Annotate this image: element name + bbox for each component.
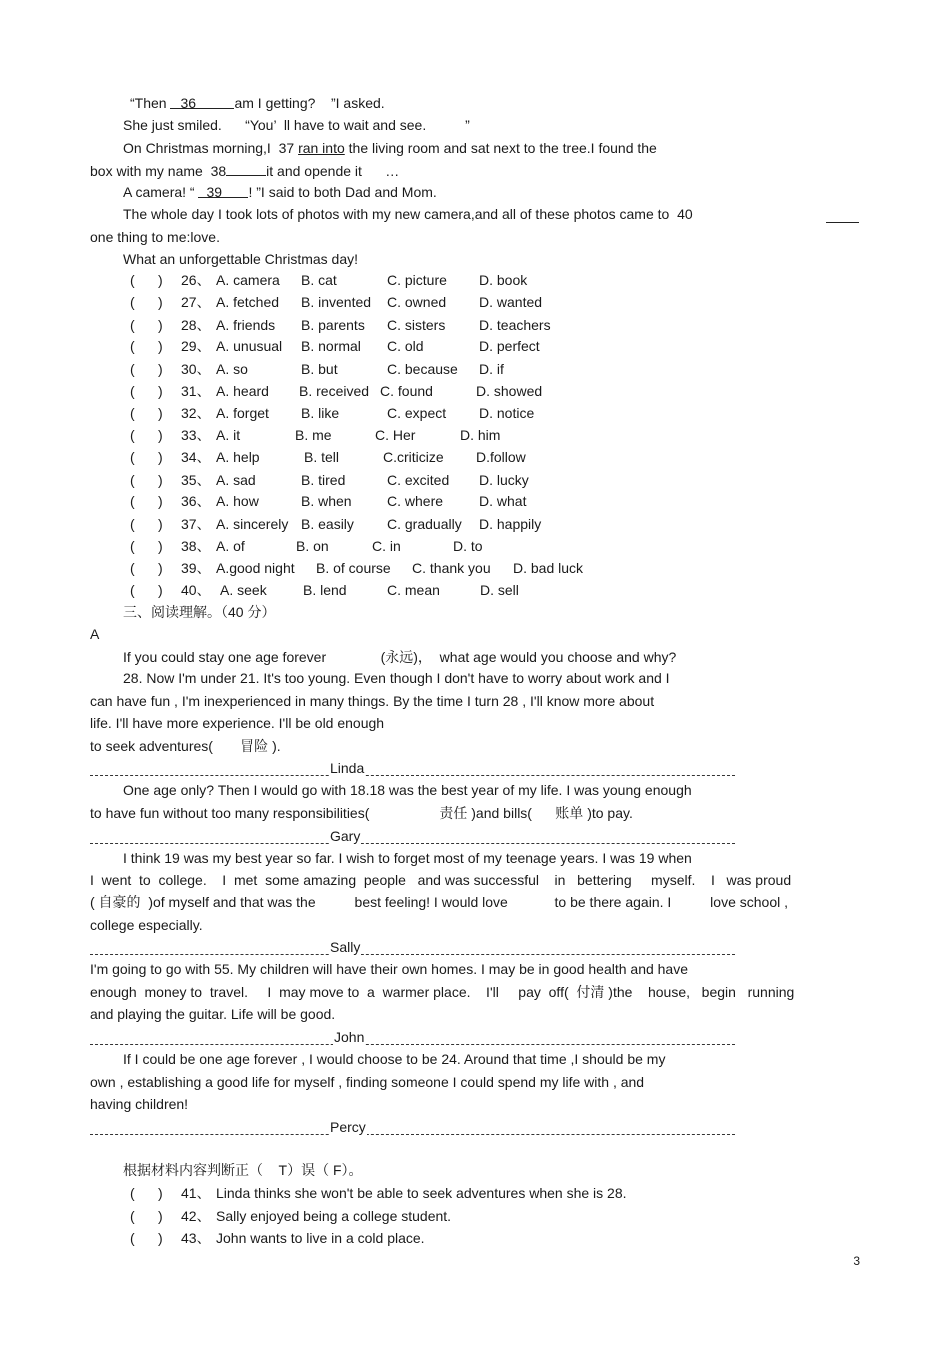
question-number: 43、 — [181, 1230, 211, 1246]
question-number: 27、 — [181, 294, 211, 310]
option-b: B. like — [301, 405, 340, 421]
option-b: B. when — [301, 493, 352, 509]
option-a: A. sad — [216, 472, 256, 488]
option-d: D. bad luck — [513, 560, 584, 576]
question-number: 34、 — [181, 449, 211, 465]
option-d: D. book — [479, 272, 528, 288]
reading-p2: to have fun without too many responsibilities( 责任 )and bills( 账单 )to pay. — [90, 805, 633, 821]
option-a: A. sincerely — [216, 516, 289, 532]
signature-gary: Gary — [330, 828, 361, 844]
option-b: B. of course — [316, 560, 391, 576]
reading-p3: ( 自豪的 )of myself and that was the best feeling! I would love to be there again. I love school , — [90, 894, 788, 910]
tf-instructions: 根据材料内容判断正（ T）误（ F）。 — [123, 1162, 363, 1178]
answer-paren: ( ) — [130, 272, 163, 288]
option-c: C. owned — [387, 294, 447, 310]
option-c: C.criticize — [383, 449, 444, 465]
option-b: B. parents — [301, 317, 365, 333]
option-d: D. him — [460, 427, 501, 443]
answer-paren: ( ) — [130, 560, 163, 576]
option-d: D. what — [479, 493, 527, 509]
reading-p3: I went to college. I met some amazing people and was successful in bettering myself. I was proud — [90, 872, 792, 888]
answer-paren: ( ) — [130, 361, 163, 377]
reading-p4: enough money to travel. I may move to a warmer place. I'll pay off( 付清 )the house, begin running — [90, 984, 795, 1000]
option-d: D.follow — [476, 449, 526, 465]
option-d: D. lucky — [479, 472, 529, 488]
part-label: A — [90, 626, 100, 642]
option-d: D. perfect — [479, 338, 540, 354]
reading-intro: If you could stay one age forever (永远)， what age would you choose and why? — [123, 649, 677, 665]
option-d: D. to — [453, 538, 483, 554]
answer-paren: ( ) — [130, 427, 163, 443]
question-number: 42、 — [181, 1208, 211, 1224]
answer-paren: ( ) — [130, 582, 163, 598]
option-a: A.good night — [216, 560, 295, 576]
story-line-5: A camera! “ 39 ! ”I said to both Dad and Mom. — [123, 184, 437, 200]
option-d: D. sell — [480, 582, 519, 598]
blank-40 — [826, 222, 859, 223]
question-number: 33、 — [181, 427, 211, 443]
option-d: D. teachers — [479, 317, 551, 333]
reading-p2: One age only? Then I would go with 18.18 was the best year of my life. I was young enough — [123, 782, 692, 798]
story-line-8: What an unforgettable Christmas day! — [123, 251, 359, 267]
option-b: B. lend — [303, 582, 347, 598]
answer-paren: ( ) — [130, 493, 163, 509]
question-number: 40、 — [181, 582, 211, 598]
story-line-1: “Then 36 am I getting? ”I asked. — [130, 95, 385, 111]
option-c: C. gradually — [387, 516, 462, 532]
option-d: D. if — [479, 361, 504, 377]
option-b: B. tell — [304, 449, 340, 465]
question-number: 30、 — [181, 361, 211, 377]
option-c: C. in — [372, 538, 401, 554]
reading-p3: I think 19 was my best year so far. I wish to forget most of my teenage years. I was 19 when — [123, 850, 692, 866]
option-a: A. unusual — [216, 338, 283, 354]
question-number: 41、 — [181, 1185, 211, 1201]
answer-paren: ( ) — [130, 1230, 163, 1246]
reading-p5: own , establishing a good life for myself , finding someone I could spend my life with , and — [90, 1074, 645, 1090]
story-line-4: box with my name 38 it and opende it … — [90, 163, 400, 179]
option-b: B. tired — [301, 472, 346, 488]
signature-percy: Percy — [330, 1119, 366, 1135]
question-number: 36、 — [181, 493, 211, 509]
option-b: B. invented — [301, 294, 372, 310]
option-c: C. where — [387, 493, 444, 509]
answer-paren: ( ) — [130, 405, 163, 421]
story-line-2: She just smiled. “You’ ll have to wait and see. ” — [123, 117, 470, 133]
answer-paren: ( ) — [130, 538, 163, 554]
question-number: 38、 — [181, 538, 211, 554]
option-b: B. easily — [301, 516, 354, 532]
question-text: Sally enjoyed being a college student. — [216, 1208, 452, 1224]
reading-p3: college especially. — [90, 917, 203, 933]
question-number: 37、 — [181, 516, 211, 532]
answer-paren: ( ) — [130, 383, 163, 399]
option-a: A. of — [216, 538, 245, 554]
blank-36: 36 — [170, 94, 234, 109]
divider — [90, 1134, 735, 1135]
question-number: 32、 — [181, 405, 211, 421]
signature-john: John — [334, 1029, 365, 1045]
option-d: D. happily — [479, 516, 542, 532]
question-number: 39、 — [181, 560, 211, 576]
option-a: A. forget — [216, 405, 269, 421]
answer-paren: ( ) — [130, 338, 163, 354]
reading-p4: and playing the guitar. Life will be good. — [90, 1006, 336, 1022]
question-number: 26、 — [181, 272, 211, 288]
option-c: C. found — [380, 383, 433, 399]
question-number: 35、 — [181, 472, 211, 488]
option-a: A. friends — [216, 317, 276, 333]
section-heading: 三、阅读理解。（40 分） — [123, 604, 276, 620]
answer-paren: ( ) — [130, 472, 163, 488]
signature-sally: Sally — [330, 939, 361, 955]
option-c: C. Her — [375, 427, 416, 443]
answer-paren: ( ) — [130, 516, 163, 532]
answer-paren: ( ) — [130, 1185, 163, 1201]
option-c: C. picture — [387, 272, 447, 288]
story-line-7: one thing to me:love. — [90, 229, 220, 245]
option-a: A. so — [216, 361, 248, 377]
question-number: 31、 — [181, 383, 211, 399]
option-b: B. normal — [301, 338, 361, 354]
option-b: B. me — [295, 427, 332, 443]
option-b: B. received — [299, 383, 370, 399]
reading-p4: I'm going to go with 55. My children will have their own homes. I may be in good health and have — [90, 961, 689, 977]
option-c: C. mean — [387, 582, 440, 598]
option-b: B. but — [301, 361, 338, 377]
option-a: A. camera — [216, 272, 280, 288]
option-c: C. thank you — [412, 560, 491, 576]
reading-p5: If I could be one age forever , I would choose to be 24. Around that time ,I should be my — [123, 1051, 666, 1067]
option-a: A. seek — [220, 582, 267, 598]
option-d: D. notice — [479, 405, 535, 421]
option-a: A. how — [216, 493, 259, 509]
reading-p1: can have fun , I'm inexperienced in many things. By the time I turn 28 , I'll know more about — [90, 693, 655, 709]
signature-linda: Linda — [330, 760, 365, 776]
option-d: D. wanted — [479, 294, 543, 310]
answer-paren: ( ) — [130, 1208, 163, 1224]
option-c: C. because — [387, 361, 458, 377]
answer-paren: ( ) — [130, 317, 163, 333]
divider — [90, 1044, 735, 1045]
option-d: D. showed — [476, 383, 543, 399]
reading-p1: to seek adventures( 冒险 ). — [90, 738, 281, 754]
option-c: C. old — [387, 338, 424, 354]
option-a: A. heard — [216, 383, 269, 399]
reading-p5: having children! — [90, 1096, 189, 1112]
question-text: Linda thinks she won't be able to seek adventures when she is 28. — [216, 1185, 627, 1201]
question-number: 29、 — [181, 338, 211, 354]
option-a: A. help — [216, 449, 260, 465]
reading-p1: 28. Now I'm under 21. It's too young. Even though I don't have to worry about work and I — [123, 670, 670, 686]
option-b: B. cat — [301, 272, 337, 288]
option-c: C. excited — [387, 472, 450, 488]
option-c: C. expect — [387, 405, 447, 421]
option-c: C. sisters — [387, 317, 446, 333]
question-number: 28、 — [181, 317, 211, 333]
option-b: B. on — [296, 538, 329, 554]
reading-p1: life. I'll have more experience. I'll be old enough — [90, 715, 385, 731]
option-a: A. it — [216, 427, 241, 443]
answer-paren: ( ) — [130, 449, 163, 465]
story-line-6: The whole day I took lots of photos with my new camera,and all of these photos came to 40 — [123, 206, 693, 222]
question-text: John wants to live in a cold place. — [216, 1230, 425, 1246]
divider — [90, 954, 735, 955]
option-a: A. fetched — [216, 294, 280, 310]
story-line-3: On Christmas morning,I 37 ran into the living room and sat next to the tree.I found the — [123, 140, 657, 156]
page-number: 3 — [853, 1254, 860, 1268]
divider — [90, 843, 735, 844]
answer-paren: ( ) — [130, 294, 163, 310]
divider — [90, 775, 735, 776]
